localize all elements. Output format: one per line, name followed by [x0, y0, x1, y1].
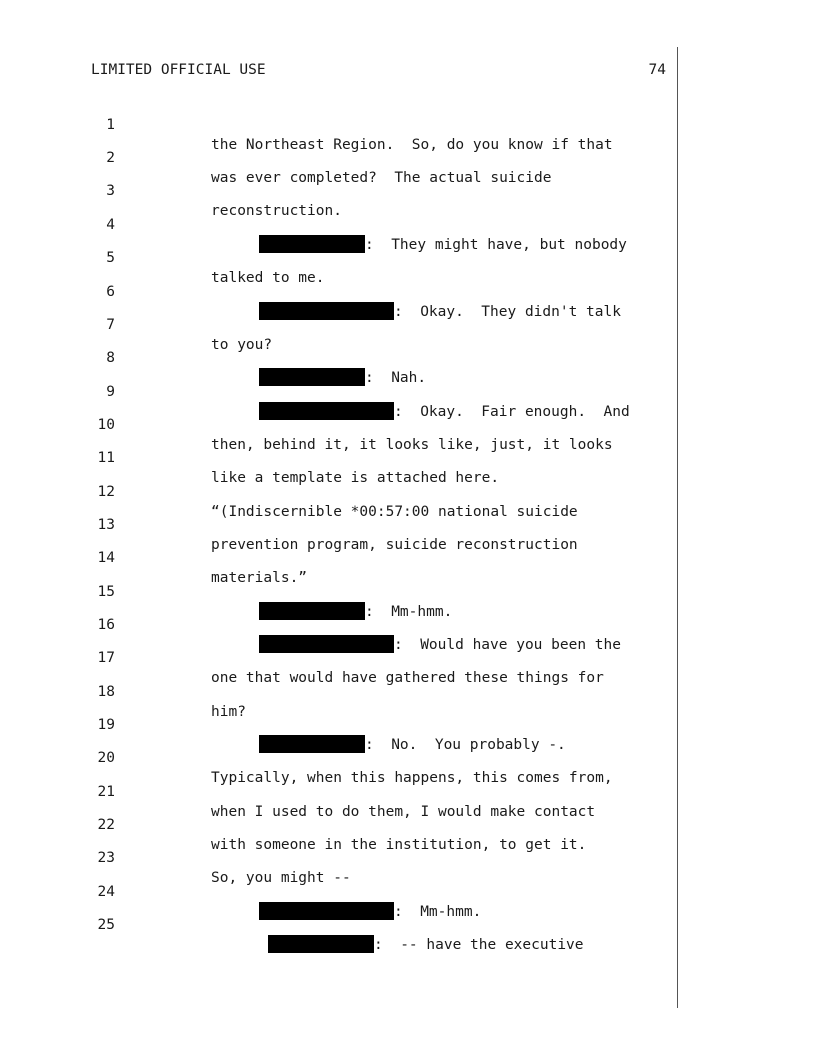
- line-number: 6: [106, 284, 115, 300]
- line-text: prevention program, suicide reconstruction: [211, 537, 578, 553]
- line-number: 8: [106, 350, 115, 366]
- line-number: 1: [106, 117, 115, 133]
- line-number: 5: [106, 250, 115, 266]
- line-text: when I used to do them, I would make contact: [211, 804, 596, 820]
- classification-header: LIMITED OFFICIAL USE: [91, 62, 266, 78]
- line-text: reconstruction.: [211, 203, 342, 219]
- transcript-line: [0, 395, 816, 453]
- line-text: : Okay. Fair enough. And: [394, 404, 630, 420]
- transcript-line: [0, 628, 816, 686]
- line-text: : Mm-hmm.: [365, 604, 453, 620]
- transcript-line: [0, 595, 816, 653]
- line-text: talked to me.: [211, 270, 325, 286]
- line-number: 17: [97, 650, 115, 666]
- line-text: : Would have you been the: [394, 637, 621, 653]
- line-text: Typically, when this happens, this comes from,: [211, 770, 613, 786]
- transcript-line: [0, 295, 816, 353]
- line-text: “(Indiscernible *00:57:00 national suicide: [211, 504, 578, 520]
- transcript-line: [0, 762, 816, 820]
- line-text: one that would have gathered these things for: [211, 670, 604, 686]
- transcript-line: [0, 562, 816, 620]
- line-number: 25: [97, 917, 115, 933]
- transcript-line: [0, 495, 816, 553]
- transcript-line: [0, 828, 816, 886]
- line-text: : No. You probably -.: [365, 737, 566, 753]
- line-text: : -- have the executive: [374, 937, 584, 953]
- line-number: 3: [106, 183, 115, 199]
- transcript-line: [0, 95, 816, 153]
- line-number: 20: [97, 750, 115, 766]
- transcript-line: [0, 462, 816, 520]
- line-number: 23: [97, 850, 115, 866]
- line-number: 24: [97, 884, 115, 900]
- transcript-line: [0, 428, 816, 486]
- transcript-line: [0, 895, 816, 953]
- redacted-speaker-name: [268, 935, 374, 953]
- line-number: 22: [97, 817, 115, 833]
- line-number: 18: [97, 684, 115, 700]
- transcript-line: [0, 328, 816, 386]
- line-text: him?: [211, 704, 246, 720]
- transcript-line: [0, 128, 816, 186]
- page-number: 74: [648, 62, 666, 78]
- transcript-line: [0, 161, 816, 219]
- transcript-line: [0, 195, 816, 253]
- line-number: 14: [97, 550, 115, 566]
- transcript-line: [0, 795, 816, 853]
- line-number: 7: [106, 317, 115, 333]
- line-text: : Okay. They didn't talk: [394, 304, 621, 320]
- line-text: the Northeast Region. So, do you know if that: [211, 137, 613, 153]
- line-number: 12: [97, 484, 115, 500]
- line-number: 15: [97, 584, 115, 600]
- transcript-line: [0, 528, 816, 586]
- transcript-line: [0, 262, 816, 320]
- line-text: then, behind it, it looks like, just, it looks: [211, 437, 613, 453]
- transcript-line: [0, 662, 816, 720]
- transcript-line: [0, 728, 816, 786]
- line-number: 11: [97, 450, 115, 466]
- line-text: materials.”: [211, 570, 308, 586]
- line-number: 9: [106, 384, 115, 400]
- line-number: 21: [97, 784, 115, 800]
- line-text: like a template is attached here.: [211, 470, 500, 486]
- transcript-line: [0, 862, 816, 920]
- line-text: : Mm-hmm.: [394, 904, 482, 920]
- line-text: with someone in the institution, to get it.: [211, 837, 587, 853]
- line-text: to you?: [211, 337, 273, 353]
- transcript-line: [0, 362, 816, 420]
- line-number: 19: [97, 717, 115, 733]
- line-text: : They might have, but nobody: [365, 237, 627, 253]
- line-text: : Nah.: [365, 370, 427, 386]
- line-number: 4: [106, 217, 115, 233]
- line-number: 13: [97, 517, 115, 533]
- line-text: was ever completed? The actual suicide: [211, 170, 552, 186]
- transcript-line: [0, 695, 816, 753]
- line-number: 16: [97, 617, 115, 633]
- line-number: 2: [106, 150, 115, 166]
- line-number: 10: [97, 417, 115, 433]
- line-text: So, you might --: [211, 870, 351, 886]
- transcript-line: [0, 228, 816, 286]
